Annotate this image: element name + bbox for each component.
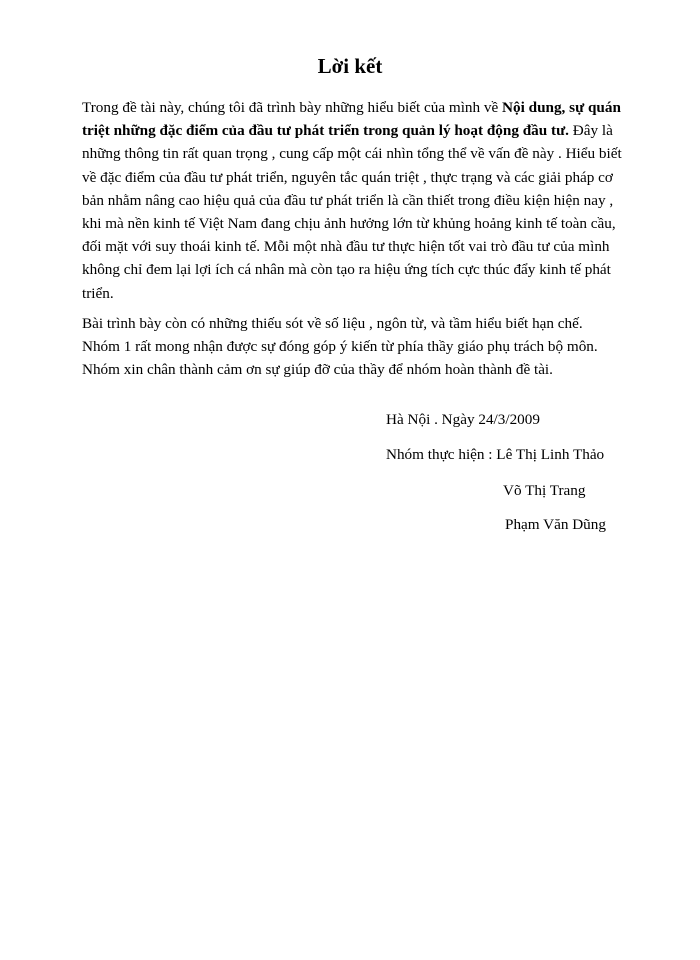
signature-group: Nhóm thực hiện : Lê Thị Linh Thảo: [386, 446, 605, 463]
signature-member-3: Phạm Văn Dũng: [505, 516, 606, 533]
paragraph-lead-text: Trong đề tài này, chúng tôi đã trình bày những hiểu biết của mình về: [82, 99, 503, 116]
paragraph-bold-text: Nội dung, sự quán triệt những đặc điểm của đầu tư phát triển trong quản lý hoạt động đầu tư.: [82, 99, 621, 140]
page-title: Lời kết: [317, 54, 383, 78]
paragraph-acknowledgement: Bài trình bày còn có những thiếu sót về số liệu , ngôn từ, và tầm hiểu biết hạn chế. Nhóm 1 rất mong nhận được sự đóng góp ý kiến từ phía thầy giáo phụ trách bộ môn. Nhóm xin chân thành cảm ơn sự giúp đỡ của thầy để nhóm hoàn thành đề tài.: [82, 315, 598, 379]
paragraph-conclusion: [82, 96, 622, 305]
signature-member-2: Võ Thị Trang: [503, 482, 586, 499]
paragraph-rest-text: Đây là những thông tin rất quan trọng , cung cấp một cái nhìn tổng thể về vấn đề này . Hiểu biết về đặc điểm của đầu tư phát triển, nguyên tắc quán triệt , thực trạng và các giải pháp cơ bản nhằm nâng cao hiệu quả của đầu tư phát triển là cần thiết trong điều kiện hiện nay , khi mà nền kinh tế Việt Nam đang chịu ảnh hưởng lớn từ khủng hoảng kinh tế toàn cầu, đối mặt với suy thoái kinh tế. Mỗi một nhà đầu tư thực hiện tốt vai trò đầu tư của mình không chỉ đem lại lợi ích cá nhân mà còn tạo ra hiệu ứng tích cực thúc đẩy kinh tế phát triển.: [82, 122, 622, 302]
signature-date: Hà Nội . Ngày 24/3/2009: [386, 411, 540, 428]
